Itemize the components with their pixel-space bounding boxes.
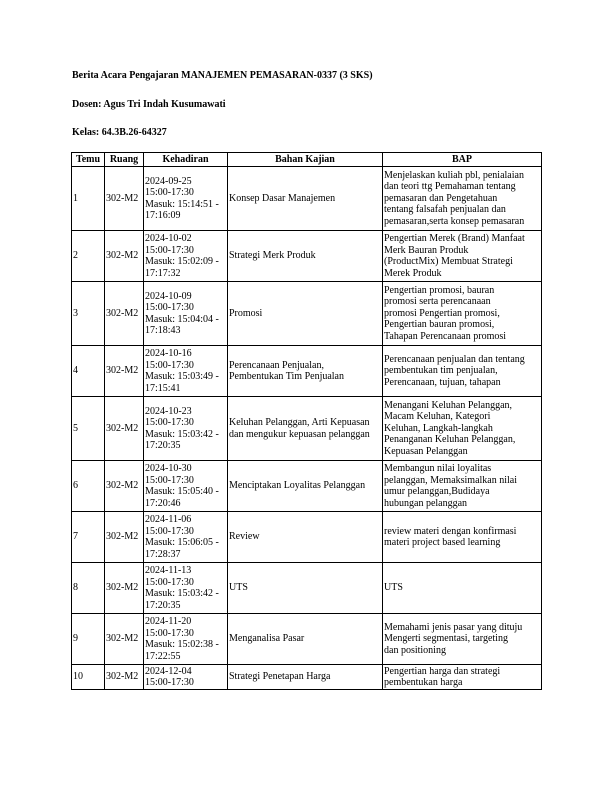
cell-bahan-kajian: [228, 346, 383, 397]
cell-bap-line: hubungan pelanggan: [384, 497, 468, 509]
cell-bahan-kajian-line: Strategi Penetapan Harga: [229, 671, 331, 683]
cell-kehadiran-line: Masuk: 15:02:38 -: [145, 639, 219, 650]
cell-ruang: 302-M2: [105, 346, 144, 397]
cell-bahan-kajian: [228, 461, 383, 512]
cell-kehadiran-line: 15:00-17:30: [145, 627, 194, 639]
cell-kehadiran-line: 15:00-17:30: [145, 474, 194, 486]
cell-kehadiran-line: 17:20:46: [145, 497, 181, 509]
column-header-ruang: Ruang: [105, 153, 144, 167]
cell-kehadiran-line: 15:00-17:30: [145, 576, 194, 588]
cell-bap-line: Kepuasan Pelanggan: [384, 445, 468, 457]
cell-kehadiran-line: 17:15:41: [145, 382, 181, 394]
cell-bahan-kajian-line: Menganalisa Pasar: [229, 633, 305, 645]
cell-bahan-kajian: [228, 231, 383, 282]
cell-bap-line: Pengertian Merek (Brand) Manfaat: [384, 233, 525, 244]
cell-bap-line: tentang falsafah penjualan dan: [384, 204, 506, 216]
table-header-row: [72, 153, 542, 167]
cell-temu: 8: [72, 563, 105, 614]
cell-bap-line: Menangani Keluhan Pelanggan,: [384, 399, 513, 411]
cell-bap-line: Penanganan Keluhan Pelanggan,: [384, 434, 516, 446]
cell-kehadiran-line: 2024-11-20: [145, 616, 192, 627]
cell-kehadiran-line: 17:18:43: [145, 325, 181, 336]
cell-kehadiran-line: 17:28:37: [145, 548, 181, 560]
cell-bap-line: Mengerti segmentasi, targeting: [384, 633, 508, 645]
cell-kehadiran-line: 17:20:35: [145, 440, 181, 451]
cell-bap-line: promosi serta perencanaan: [384, 296, 491, 308]
table-row: [72, 346, 542, 397]
cell-temu: 4: [72, 346, 105, 397]
cell-kehadiran-line: Masuk: 15:03:42 -: [145, 588, 219, 599]
cell-kehadiran-line: 15:00-17:30: [145, 525, 194, 537]
column-header-temu: Temu: [72, 153, 105, 167]
cell-kehadiran-line: 15:00-17:30: [145, 302, 194, 313]
cell-kehadiran-line: 15:00-17:30: [145, 244, 194, 256]
cell-temu: 1: [72, 167, 105, 231]
cell-bap-line: materi project based learning: [384, 537, 501, 548]
cell-ruang: 302-M2: [105, 397, 144, 461]
table-row: [72, 231, 542, 282]
cell-kehadiran-line: 2024-11-06: [145, 514, 192, 525]
cell-bahan-kajian-line: Konsep Dasar Manajemen: [229, 192, 336, 204]
cell-kehadiran: [144, 167, 228, 231]
table-row: [72, 397, 542, 461]
cell-bap-line: dan teori ttg Pemahaman tentang: [384, 181, 516, 193]
cell-bap-line: promosi Pengertian promosi,: [384, 307, 500, 319]
cell-bap-line: Menjelaskan kuliah pbl, penialaian: [384, 169, 524, 181]
cell-bahan-kajian: [228, 167, 383, 231]
column-header-bap: BAP: [383, 153, 542, 167]
cell-bap-line: Macam Keluhan, Kategori: [384, 411, 491, 423]
cell-bap-line: Pengertian bauran promosi,: [384, 319, 495, 331]
table-row: [72, 563, 542, 614]
cell-bap-line: Tahapan Perencanaan promosi: [384, 330, 507, 342]
cell-bap-line: Pengertian harga dan strategi: [384, 665, 501, 677]
cell-temu: 6: [72, 461, 105, 512]
cell-kehadiran: [144, 563, 228, 614]
cell-bap-line: (ProductMix) Membuat Strategi: [384, 256, 513, 267]
cell-bahan-kajian-line: Perencanaan Penjualan,: [229, 359, 324, 371]
cell-bahan-kajian-line: Strategi Merk Produk: [229, 250, 316, 262]
cell-ruang: 302-M2: [105, 461, 144, 512]
column-header-bahan-kajian: Bahan Kajian: [228, 153, 383, 167]
cell-bap: [383, 397, 542, 461]
cell-bahan-kajian-line: dan mengukur kepuasan pelanggan: [229, 428, 370, 440]
cell-kehadiran-line: Masuk: 15:05:40 -: [145, 486, 219, 497]
cell-kehadiran-line: 2024-10-02: [145, 233, 192, 244]
cell-bap-line: UTS: [384, 582, 403, 594]
cell-bap-line: pembentukan tim penjualan,: [384, 365, 498, 377]
table-row: [72, 512, 542, 563]
cell-kehadiran-line: Masuk: 15:04:04 -: [145, 313, 219, 325]
table-row: [72, 282, 542, 346]
cell-bahan-kajian-line: Menciptakan Loyalitas Pelanggan: [229, 480, 366, 492]
cell-bap: [383, 346, 542, 397]
cell-bahan-kajian-line: UTS: [229, 582, 248, 594]
cell-kehadiran: [144, 282, 228, 346]
cell-ruang: 302-M2: [105, 665, 144, 690]
cell-kehadiran: [144, 512, 228, 563]
cell-bap: [383, 665, 542, 690]
cell-temu: 7: [72, 512, 105, 563]
cell-bahan-kajian: [228, 665, 383, 690]
class-code: Kelas: 64.3B.26-64327: [72, 127, 167, 138]
cell-bap-line: pelanggan, Memaksimalkan nilai: [384, 474, 518, 486]
cell-ruang: 302-M2: [105, 512, 144, 563]
cell-kehadiran-line: 17:22:55: [145, 650, 181, 662]
cell-kehadiran-line: Masuk: 15:02:09 -: [145, 256, 219, 267]
cell-kehadiran-line: 2024-10-16: [145, 348, 192, 359]
cell-kehadiran: [144, 665, 228, 690]
cell-bahan-kajian-line: Promosi: [229, 307, 263, 319]
cell-bap-line: Memahami jenis pasar yang dituju: [384, 621, 523, 633]
cell-bap: [383, 167, 542, 231]
cell-bahan-kajian-line: Pembentukan Tim Penjualan: [229, 371, 344, 382]
cell-kehadiran-line: Masuk: 15:14:51 -: [145, 198, 219, 210]
cell-bahan-kajian-line: Keluhan Pelanggan, Arti Kepuasan: [229, 417, 370, 428]
cell-kehadiran: [144, 614, 228, 665]
cell-temu: 3: [72, 282, 105, 346]
cell-kehadiran-line: 17:16:09: [145, 210, 181, 221]
cell-bap-line: Perencanaan, tujuan, tahapan: [384, 376, 501, 388]
cell-bap: [383, 512, 542, 563]
cell-ruang: 302-M2: [105, 167, 144, 231]
cell-temu: 10: [72, 665, 105, 690]
cell-ruang: 302-M2: [105, 614, 144, 665]
cell-bap-line: dan positioning: [384, 644, 446, 656]
cell-kehadiran: [144, 397, 228, 461]
cell-kehadiran: [144, 346, 228, 397]
table-row: [72, 167, 542, 231]
cell-bap-line: Merek Produk: [384, 267, 442, 279]
cell-kehadiran-line: 2024-10-30: [145, 463, 192, 474]
cell-kehadiran-line: 17:17:32: [145, 267, 181, 279]
cell-bahan-kajian: [228, 282, 383, 346]
cell-bahan-kajian-line: Review: [229, 531, 260, 543]
column-header-kehadiran: Kehadiran: [144, 153, 228, 167]
cell-bap-line: pembentukan harga: [384, 677, 463, 688]
table-row: [72, 614, 542, 665]
cell-bahan-kajian: [228, 563, 383, 614]
cell-bap-line: review materi dengan konfirmasi: [384, 525, 517, 537]
cell-bap: [383, 614, 542, 665]
cell-kehadiran-line: 2024-11-13: [145, 565, 192, 576]
cell-kehadiran-line: 2024-10-23: [145, 405, 192, 417]
cell-kehadiran-line: 17:20:35: [145, 599, 181, 611]
cell-bahan-kajian: [228, 614, 383, 665]
cell-bap-line: Perencanaan penjualan dan tentang: [384, 353, 525, 365]
cell-kehadiran: [144, 231, 228, 282]
cell-bap-line: umur pelanggan,Budidaya: [384, 486, 490, 497]
cell-bap-line: Keluhan, Langkah-langkah: [384, 422, 493, 434]
cell-bap-line: Merk Bauran Produk: [384, 244, 469, 256]
lecturer-name: Dosen: Agus Tri Indah Kusumawati: [72, 99, 226, 110]
cell-ruang: 302-M2: [105, 282, 144, 346]
attendance-table: [71, 152, 542, 690]
cell-kehadiran-line: 2024-09-25: [145, 175, 192, 187]
cell-kehadiran-line: 2024-10-09: [145, 290, 192, 302]
cell-kehadiran-line: 15:00-17:30: [145, 187, 194, 198]
cell-bap: [383, 231, 542, 282]
table-row: [72, 665, 542, 690]
cell-bap-line: pemasaran dan Pengetahuan: [384, 192, 498, 204]
cell-kehadiran-line: Masuk: 15:06:05 -: [145, 537, 219, 548]
cell-bap: [383, 563, 542, 614]
cell-temu: 9: [72, 614, 105, 665]
cell-kehadiran-line: 2024-12-04: [145, 665, 192, 677]
table-row: [72, 461, 542, 512]
cell-temu: 2: [72, 231, 105, 282]
cell-bahan-kajian: [228, 397, 383, 461]
cell-kehadiran-line: Masuk: 15:03:42 -: [145, 428, 219, 440]
cell-bap: [383, 282, 542, 346]
cell-temu: 5: [72, 397, 105, 461]
cell-bap-line: Pengertian promosi, bauran: [384, 284, 495, 296]
cell-kehadiran-line: Masuk: 15:03:49 -: [145, 371, 219, 382]
page-title: Berita Acara Pengajaran MANAJEMEN PEMASARAN-0337 (3 SKS): [72, 70, 373, 81]
cell-ruang: 302-M2: [105, 563, 144, 614]
cell-kehadiran-line: 15:00-17:30: [145, 677, 194, 688]
cell-kehadiran-line: 15:00-17:30: [145, 359, 194, 371]
cell-bap-line: Membangun nilai loyalitas: [384, 463, 492, 474]
cell-kehadiran: [144, 461, 228, 512]
cell-bahan-kajian: [228, 512, 383, 563]
cell-bap: [383, 461, 542, 512]
cell-kehadiran-line: 15:00-17:30: [145, 417, 194, 428]
cell-ruang: 302-M2: [105, 231, 144, 282]
cell-bap-line: pemasaran,serta konsep pemasaran: [384, 215, 525, 227]
